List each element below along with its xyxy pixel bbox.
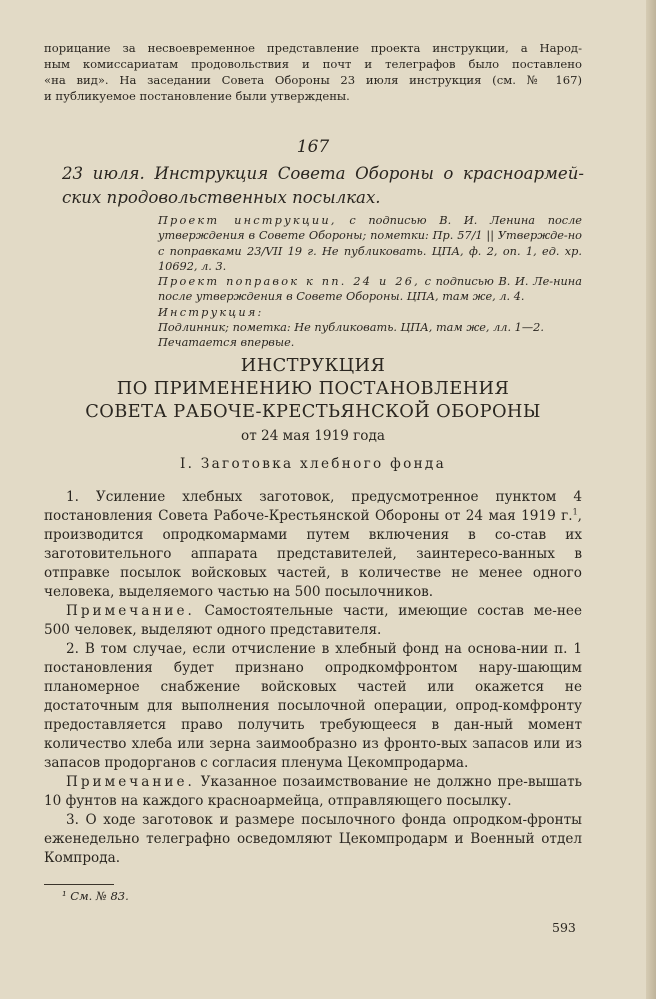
- footnote: ¹ См. № 83.: [62, 889, 129, 903]
- note-label: Примечание.: [66, 774, 195, 790]
- instruction-body: [44, 488, 582, 868]
- note-2: [44, 773, 582, 811]
- note-text: Самостоятельные части, имеющие состав ме-нее 500 человек, выделяют одного представителя.: [44, 603, 582, 638]
- archival-note: Печатается впервые.: [158, 336, 295, 350]
- intro-line: порицание за несвоевременное представление проекта инструкции, а Народ-: [44, 41, 582, 55]
- note-label: Проект поправок к пп. 24 и 26,: [158, 275, 420, 289]
- instruction-heading: [44, 354, 582, 423]
- document-title: 23 июля. Инструкция Совета Обороны о красноармей-ских продовольственных посылках.: [62, 164, 584, 207]
- paragraph-2: 2. В том случае, если отчисление в хлебный фонд на основа-нии п. 1 постановления будет признано опродкомфронтом нару-шающим планомерное снабжение войсковых частей или окажется не достаточным для выполнения посылочной операции, опрод-комфронту предоставляется право получить требующееся в дан-ный момент количество хлеба или зерна заимообразно из фронто-вых запасов или из запасов продорганов с согласия пленума Цекомпродарма.: [44, 641, 582, 771]
- note-label: Проект инструкции,: [158, 214, 337, 227]
- intro-paragraph: [44, 40, 582, 104]
- heading-line: ИНСТРУКЦИЯ: [240, 355, 386, 376]
- document-number: 167: [296, 137, 330, 157]
- note-label: Примечание.: [66, 603, 195, 619]
- paragraph-text: 1. Усиление хлебных заготовок, предусмотренное пунктом 4 постановления Совета Рабоче-Крестьянской Обороны от 24 мая 1919 г.: [44, 489, 582, 524]
- intro-line: «на вид». На заседании Совета Обороны 23 июля инструкция (см. № 167): [44, 73, 582, 87]
- page-number: 593: [552, 920, 576, 935]
- paragraph-1: [44, 488, 582, 602]
- instruction-date: от 24 мая 1919 года: [241, 428, 385, 444]
- archival-note: [158, 274, 582, 305]
- paragraph-text: , производится опродкомармами путем включения в со-став их заготовительного аппарата представителей, заинтересо-ванных в отправке посылок войсковых частей, в количестве не менее одного человека, выделяемого частью на 500 посылочников.: [44, 508, 582, 600]
- footnote-ref: 1: [572, 507, 578, 517]
- page-binding-shadow: [646, 0, 656, 999]
- section-title: I. Заготовка хлебного фонда: [179, 456, 447, 472]
- note-text: Указанное позаимствование не должно пре-вышать 10 фунтов на каждого красноармейца, отправляющего посылку.: [44, 774, 582, 809]
- archival-notes: [158, 213, 582, 351]
- archival-note: [158, 305, 582, 320]
- paragraph-3: 3. О ходе заготовок и размере посылочного фонда опродком-фронты еженедельно телеграфно осведомляют Цекомпродарм и Военный отдел Компрода.: [44, 812, 582, 866]
- heading-line: ПО ПРИМЕНЕНИЮ ПОСТАНОВЛЕНИЯ: [116, 378, 510, 399]
- intro-line: ным комиссариатам продовольствия и почт и телеграфов было поставлено: [44, 57, 582, 71]
- note-1: [44, 602, 582, 640]
- archival-note: Подлинник; пометка: Не публиковать. ЦПА, там же, лл. 1—2.: [158, 321, 544, 335]
- footnote-rule: [44, 884, 114, 885]
- note-text: с подписью В. И. Ленина после утверждения в Совете Обороны; пометки: Пр. 57/1 || Утвержде-но с поправками 23/VII 19 г. Не публиковать. ЦПА, ф. 2, оп. 1, ед. хр. 10692, л. 3.: [158, 214, 582, 273]
- note-label: Инструкция:: [158, 305, 264, 319]
- heading-line: СОВЕТА РАБОЧЕ-КРЕСТЬЯНСКОЙ ОБОРОНЫ: [85, 401, 541, 422]
- archival-note: [158, 213, 582, 274]
- intro-line: и публикуемое постановление были утверждены.: [44, 89, 350, 103]
- note-text: с подписью В. И. Ле-нина после утверждения в Совете Обороны. ЦПА, там же, л. 4.: [158, 275, 582, 304]
